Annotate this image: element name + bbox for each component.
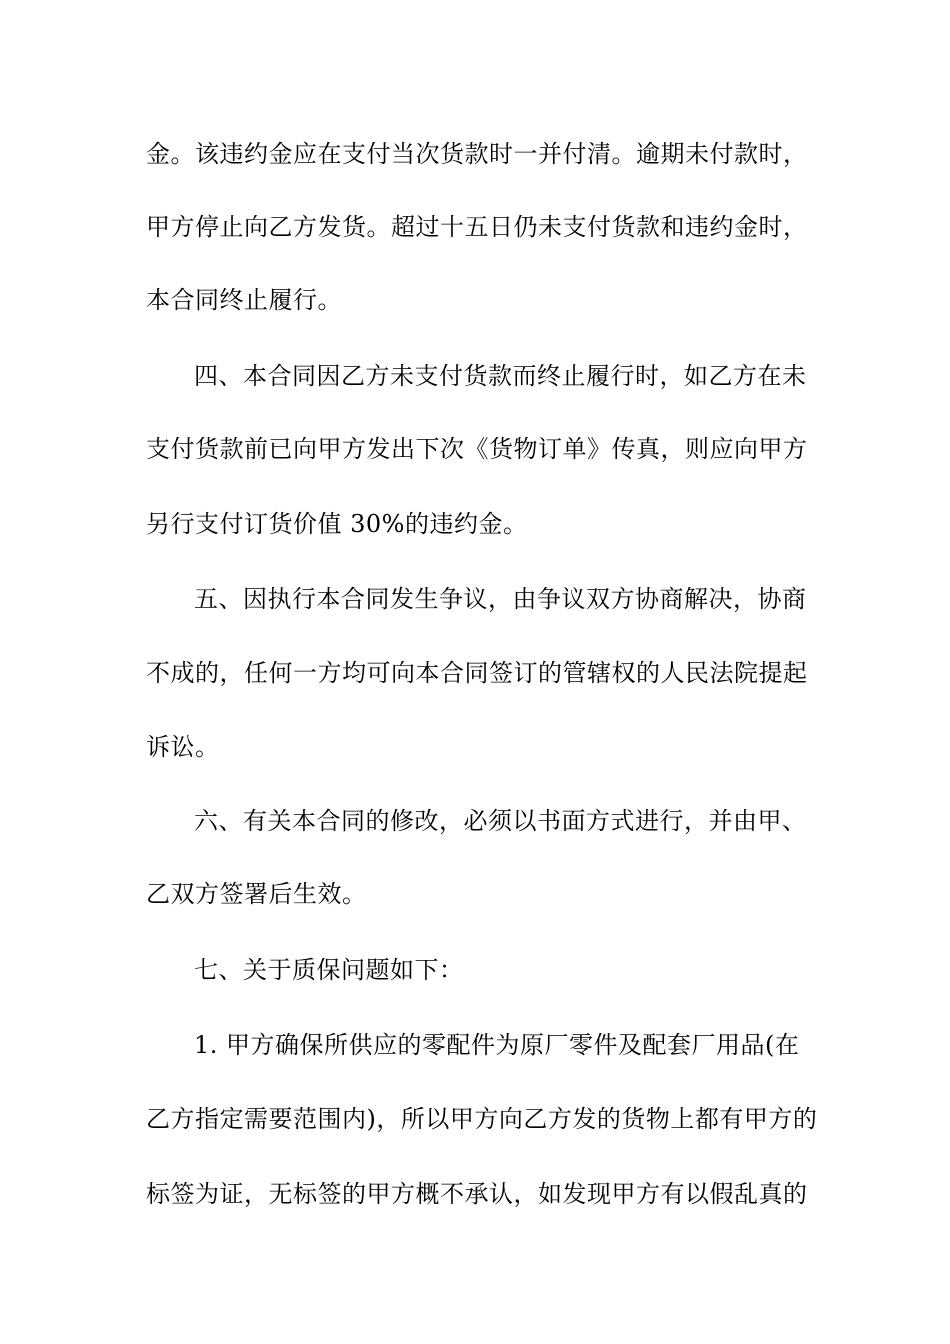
text-line: 支付货款前已向甲方发出下次《货物订单》传真，则应向甲方 — [146, 435, 808, 463]
paragraph-seven-heading: 七、关于质保问题如下： — [194, 956, 464, 984]
text-line: 诉讼。 — [146, 733, 220, 761]
text-line: 另行支付订货价值 30%的违约金。 — [146, 510, 528, 538]
text-line: 金。该违约金应在支付当次货款时一并付清。逾期未付款时， — [146, 140, 808, 168]
text-line: 甲方停止向乙方发货。超过十五日仍未支付货款和违约金时， — [146, 213, 808, 241]
text-line: 乙方指定需要范围内)，所以甲方向乙方发的货物上都有甲方的 — [146, 1105, 818, 1133]
text-line: 本合同终止履行。 — [146, 286, 342, 314]
text-line: 不成的，任何一方均可向本合同签订的管辖权的人民法院提起 — [146, 659, 808, 687]
text-line: 标签为证，无标签的甲方概不承认，如发现甲方有以假乱真的 — [146, 1180, 808, 1208]
list-item-1-start: 1. 甲方确保所供应的零配件为原厂零件及配套厂用品(在 — [194, 1031, 800, 1059]
paragraph-six-start: 六、有关本合同的修改，必须以书面方式进行，并由甲、 — [194, 807, 807, 835]
text-line: 乙双方签署后生效。 — [146, 880, 367, 908]
paragraph-four-start: 四、本合同因乙方未支付货款而终止履行时，如乙方在未 — [194, 362, 807, 390]
paragraph-five-start: 五、因执行本合同发生争议，由争议双方协商解决，协商 — [194, 585, 807, 613]
